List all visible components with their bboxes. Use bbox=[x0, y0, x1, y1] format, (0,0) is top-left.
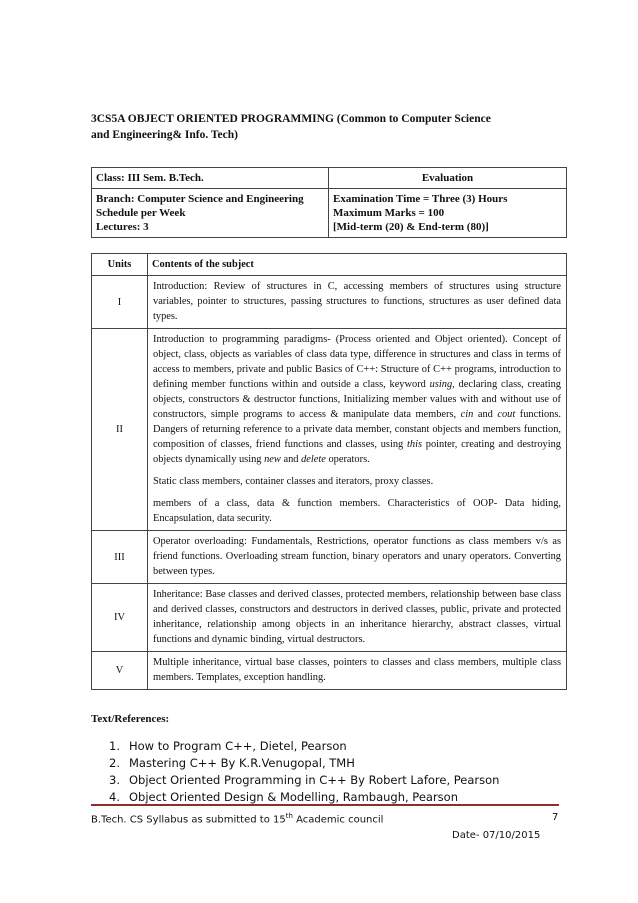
text-run: and bbox=[280, 454, 302, 465]
unit-contents bbox=[148, 329, 567, 531]
unit-paragraph: Operator overloading: Fundamentals, Restrictions, operator functions as class members v/s as friend functions. Overloading stream function, binary operators and unary operators. Converting between types. bbox=[153, 536, 561, 577]
keyword-delete: delete bbox=[301, 454, 326, 465]
references-list bbox=[109, 738, 499, 806]
branch-cell bbox=[92, 189, 329, 238]
unit-number: III bbox=[92, 531, 148, 584]
list-number: 2. bbox=[109, 756, 120, 770]
list-item bbox=[109, 755, 499, 772]
unit-contents bbox=[148, 584, 567, 652]
class-info-table bbox=[91, 167, 567, 238]
max-marks-text: Maximum Marks = 100 bbox=[333, 207, 445, 219]
keyword-using: using bbox=[429, 379, 453, 390]
marks-split-text: [Mid-term (20) & End-term (80)] bbox=[333, 221, 489, 233]
contents-column-header: Contents of the subject bbox=[148, 254, 567, 276]
class-cell: Class: III Sem. B.Tech. bbox=[92, 168, 329, 189]
list-number: 3. bbox=[109, 773, 120, 787]
table-row bbox=[92, 652, 567, 690]
text-run: , declaring class, creating objects, constructors & destructor functions, Initializing member values with and without use of constructors, simple programs to access & manipulate data members, bbox=[153, 379, 561, 420]
list-number: 4. bbox=[109, 790, 120, 804]
unit-contents bbox=[148, 276, 567, 329]
unit-number: IV bbox=[92, 584, 148, 652]
unit-paragraph: Static class members, container classes and iterators, proxy classes. bbox=[153, 476, 434, 487]
footer-text bbox=[91, 812, 383, 825]
text-run: pointer, creating and destroying objects dynamically using bbox=[153, 439, 561, 465]
page-number: 7 bbox=[552, 812, 559, 823]
footer-text-pre: B.Tech. CS Syllabus as submitted to 15 bbox=[91, 814, 286, 826]
unit-paragraph: Multiple inheritance, virtual base classes, pointers to classes and class members, multiple class members. Templates, exception handling. bbox=[153, 657, 561, 683]
footer-text-post: Academic council bbox=[292, 814, 384, 826]
units-header-row bbox=[92, 254, 567, 276]
footer-date: Date- 07/10/2015 bbox=[452, 830, 541, 841]
lectures-text: Lectures: 3 bbox=[96, 221, 149, 233]
reference-text: Object Oriented Programming in C++ By Robert Lafore, Pearson bbox=[129, 773, 500, 787]
unit-paragraph: Introduction: Review of structures in C, accessing members of structures using structure variables, pointer to structures, passing structures to functions, structures as user defined data types. bbox=[153, 281, 561, 322]
list-item bbox=[109, 738, 499, 755]
keyword-cout: cout bbox=[497, 409, 516, 420]
table-row bbox=[92, 531, 567, 584]
text-run: functions. Dangers of returning reference to a private data member, constant objects and members function, composition of classes, friend functions and classes, using bbox=[153, 409, 561, 450]
unit-contents bbox=[148, 652, 567, 690]
schedule-text: Schedule per Week bbox=[96, 207, 186, 219]
unit-paragraph: Inheritance: Base classes and derived classes, protected members, relationship between base class and derived classes, constructors and destructors in derived classes, public, private and protected inheritance, relationship among objects in an inheritance hierarchy, abstract classes, virtual functions and dynamic binding, virtual destructors. bbox=[153, 589, 561, 645]
list-number: 1. bbox=[109, 739, 120, 753]
units-column-header: Units bbox=[92, 254, 148, 276]
references-heading: Text/References: bbox=[91, 713, 170, 725]
title-line-1: 3CS5A OBJECT ORIENTED PROGRAMMING (Common to Computer Science bbox=[91, 113, 491, 125]
evaluation-header: Evaluation bbox=[329, 168, 567, 189]
text-run: Introduction to programming paradigms- (Process oriented and Object oriented). Concept of object, class, objects as variables of class data type, difference in structures and class in terms of access to members, private and public Basics of C++: Structure of C++ programs, introduction to defining member functions within and outside a class, keyword bbox=[153, 334, 561, 390]
unit-number: I bbox=[92, 276, 148, 329]
unit-number: II bbox=[92, 329, 148, 531]
text-run: and bbox=[473, 409, 498, 420]
footer-divider bbox=[91, 804, 559, 806]
unit-contents bbox=[148, 531, 567, 584]
reference-text: Mastering C++ By K.R.Venugopal, TMH bbox=[129, 756, 355, 770]
table-row bbox=[92, 276, 567, 329]
unit-number: V bbox=[92, 652, 148, 690]
keyword-new: new bbox=[264, 454, 281, 465]
exam-time-text: Examination Time = Three (3) Hours bbox=[333, 193, 508, 205]
table-row bbox=[92, 584, 567, 652]
text-run: operators. bbox=[325, 454, 370, 465]
document-title bbox=[91, 111, 551, 143]
table-row bbox=[92, 329, 567, 531]
list-item bbox=[109, 772, 499, 789]
unit-paragraph: members of a class, data & function members. Characteristics of OOP- Data hiding, Encapsulation, data security. bbox=[153, 498, 561, 524]
title-line-2: and Engineering& Info. Tech) bbox=[91, 129, 238, 141]
reference-text: Object Oriented Design & Modelling, Rambaugh, Pearson bbox=[129, 790, 459, 804]
units-table bbox=[91, 253, 567, 690]
reference-text: How to Program C++, Dietel, Pearson bbox=[129, 739, 347, 753]
keyword-cin: cin bbox=[460, 409, 474, 420]
branch-text: Branch: Computer Science and Engineering bbox=[96, 193, 304, 205]
evaluation-cell bbox=[329, 189, 567, 238]
footer-superscript: th bbox=[285, 812, 293, 820]
unit-paragraph bbox=[153, 332, 561, 467]
keyword-this: this bbox=[407, 439, 423, 450]
